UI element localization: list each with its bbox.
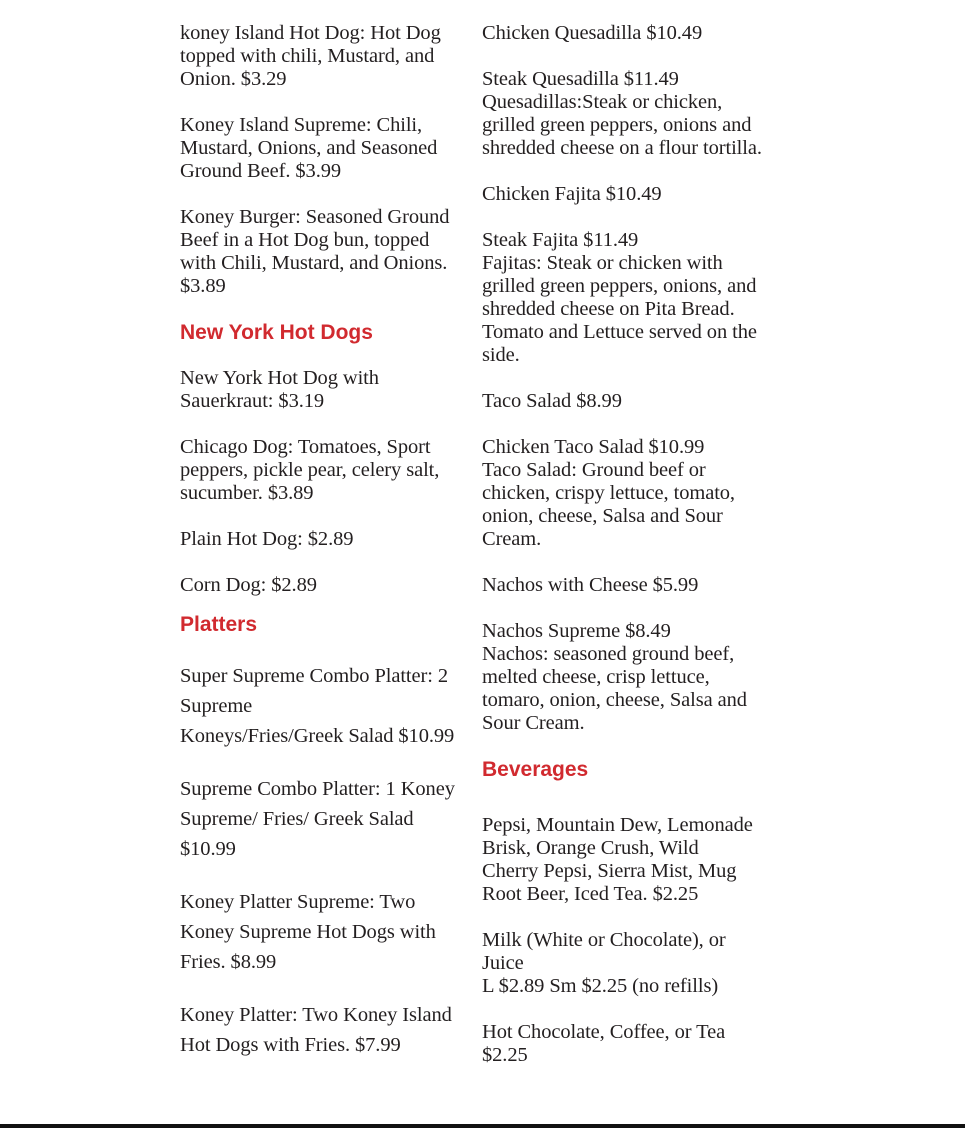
menu-item: Koney Island Supreme: Chili, Mustard, Onions, and Seasoned Ground Beef. $3.99 (180, 114, 438, 182)
menu-item: Steak Quesadilla $11.49 Quesadillas:Steak or chicken, grilled green peppers, onions and shredded cheese on a flour tortilla. (482, 68, 762, 159)
menu-item: New York Hot Dog with Sauerkraut: $3.19 (180, 367, 379, 412)
menu-item: Nachos with Cheese $5.99 (482, 574, 699, 596)
beverages-items-list (482, 814, 787, 1067)
new-york-items-list (180, 367, 482, 597)
bottom-divider (0, 1124, 965, 1128)
menu-item: Milk (White or Chocolate), or Juice L $2.89 Sm $2.25 (no refills) (482, 929, 726, 997)
menu-item: Taco Salad $8.99 (482, 390, 622, 412)
menu-item: Chicken Fajita $10.49 (482, 183, 662, 205)
platters-items-list (180, 661, 482, 1060)
beverages-heading: Beverages (482, 758, 589, 781)
menu-item: Pepsi, Mountain Dew, Lemonade Brisk, Orange Crush, Wild Cherry Pepsi, Sierra Mist, Mug Root Beer, Iced Tea. $2.25 (482, 814, 753, 905)
menu-item: koney Island Hot Dog: Hot Dog topped with chili, Mustard, and Onion. $3.29 (180, 22, 441, 90)
menu-item: Plain Hot Dog: $2.89 (180, 528, 354, 550)
menu-item: Hot Chocolate, Coffee, or Tea $2.25 (482, 1021, 726, 1066)
platters-heading: Platters (180, 613, 258, 636)
mexican-items-list (482, 22, 787, 735)
menu-item: Koney Platter: Two Koney Island Hot Dogs with Fries. $7.99 (180, 1004, 452, 1056)
left-menu-column (180, 22, 482, 1083)
menu-item: Corn Dog: $2.89 (180, 574, 317, 596)
menu-item: Supreme Combo Platter: 1 Koney Supreme/ Fries/ Greek Salad $10.99 (180, 778, 455, 860)
menu-item: Super Supreme Combo Platter: 2 Supreme Koneys/Fries/Greek Salad $10.99 (180, 665, 455, 747)
menu-item: Chicago Dog: Tomatoes, Sport peppers, pickle pear, celery salt, sucumber. $3.89 (180, 436, 440, 504)
koney-items-list (180, 22, 482, 298)
menu-item: Koney Platter Supreme: Two Koney Supreme Hot Dogs with Fries. $8.99 (180, 891, 436, 973)
menu-item: Koney Burger: Seasoned Ground Beef in a Hot Dog bun, topped with Chili, Mustard, and Onions. $3.89 (180, 206, 450, 297)
new-york-hot-dogs-heading: New York Hot Dogs (180, 321, 373, 344)
menu-item: Chicken Quesadilla $10.49 (482, 22, 703, 44)
menu-item: Chicken Taco Salad $10.99 Taco Salad: Ground beef or chicken, crispy lettuce, tomato, onion, cheese, Salsa and Sour Cream. (482, 436, 735, 550)
menu-item: Nachos Supreme $8.49 Nachos: seasoned ground beef, melted cheese, crisp lettuce, tomaro, onion, cheese, Salsa and Sour Cream. (482, 620, 747, 734)
menu-item: Steak Fajita $11.49 Fajitas: Steak or chicken with grilled green peppers, onions, and shredded cheese on Pita Bread. Tomato and Lettuce served on the side. (482, 229, 757, 366)
right-menu-column (482, 22, 787, 1090)
